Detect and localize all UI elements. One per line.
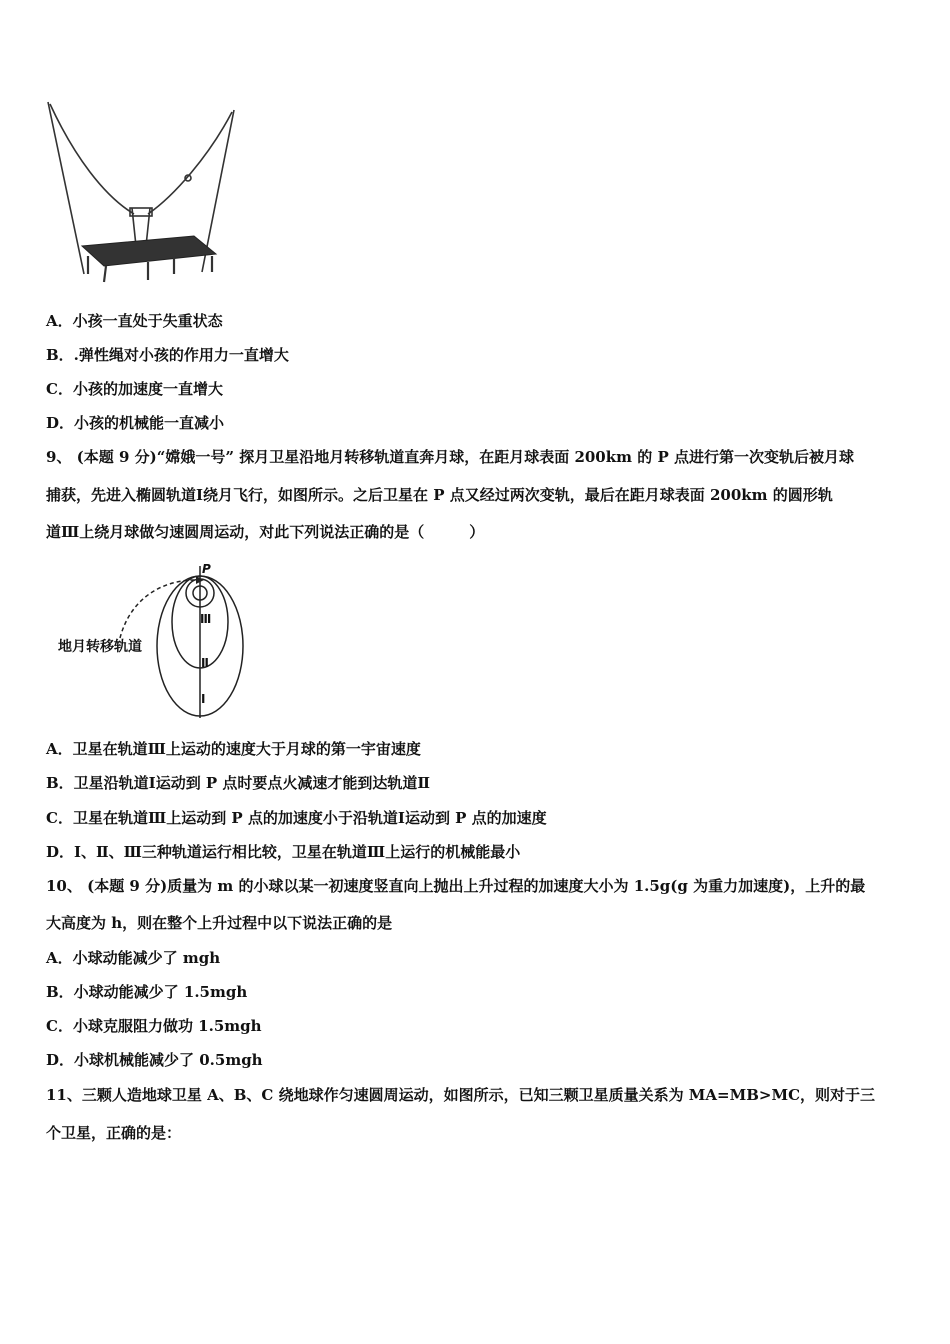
orbit-i-label: Ⅰ bbox=[201, 692, 206, 706]
q8-option-d: D．小孩的机械能一直减小 bbox=[46, 414, 225, 432]
q9-stem-line2: 捕获，先进入椭圆轨道Ⅰ绕月飞行，如图所示。之后卫星在 P 点又经过两次变轨，最后在距月球表面 200km 的圆形轨 bbox=[46, 486, 833, 504]
q9-option-c: C．卫星在轨道Ⅲ上运动到 P 点的加速度小于沿轨道Ⅰ运动到 P 点的加速度 bbox=[46, 809, 547, 827]
orbit-iii-label: Ⅲ bbox=[200, 612, 212, 626]
q10-stem-line1: 10、 (本题 9 分)质量为 m 的小球以某一初速度竖直向上抛出上升过程的加速度大小为 1.5g(g 为重力加速度)，上升的最 bbox=[46, 877, 866, 895]
q10-option-c: C．小球克服阻力做功 1.5mgh bbox=[46, 1017, 262, 1035]
point-p-label: P bbox=[202, 562, 211, 576]
q9-stem-line3: 道Ⅲ上绕月球做匀速圆周运动，对此下列说法正确的是（ ） bbox=[46, 523, 485, 541]
q10-stem-line2: 大高度为 h，则在整个上升过程中以下说法正确的是 bbox=[46, 914, 393, 932]
q9-option-b: B．卫星沿轨道Ⅰ运动到 P 点时要点火减速才能到达轨道Ⅱ bbox=[46, 774, 431, 792]
lunar-orbit-figure bbox=[50, 560, 270, 720]
q10-option-b: B．小球动能减少了 1.5mgh bbox=[46, 983, 248, 1001]
transfer-orbit-label: 地月转移轨道 bbox=[58, 639, 142, 655]
q10-option-a: A．小球动能减少了 mgh bbox=[46, 949, 221, 967]
bungee-trampoline-figure bbox=[44, 96, 244, 288]
orbit-ii-label: Ⅱ bbox=[201, 656, 209, 670]
q8-option-b: B．.弹性绳对小孩的作用力一直增大 bbox=[46, 346, 289, 364]
q9-option-d: D．Ⅰ、Ⅱ、Ⅲ三种轨道运行相比较，卫星在轨道Ⅲ上运行的机械能最小 bbox=[46, 843, 521, 861]
q11-stem-line1: 11、三颗人造地球卫星 A、B、C 绕地球作匀速圆周运动，如图所示，已知三颗卫星质量关系为 MA=MB>MC，则对于三 bbox=[46, 1086, 876, 1104]
q10-option-d: D．小球机械能减少了 0.5mgh bbox=[46, 1051, 263, 1069]
q8-option-a: A．小孩一直处于失重状态 bbox=[46, 312, 223, 330]
q8-option-c: C．小孩的加速度一直增大 bbox=[46, 380, 223, 398]
q9-stem-line1: 9、 (本题 9 分)“嫦娥一号” 探月卫星沿地月转移轨道直奔月球，在距月球表面 200km 的 P 点进行第一次变轨后被月球 bbox=[46, 448, 854, 466]
q9-option-a: A．卫星在轨道Ⅲ上运动的速度大于月球的第一宇宙速度 bbox=[46, 740, 421, 758]
q11-stem-line2: 个卫星，正确的是： bbox=[46, 1124, 182, 1142]
